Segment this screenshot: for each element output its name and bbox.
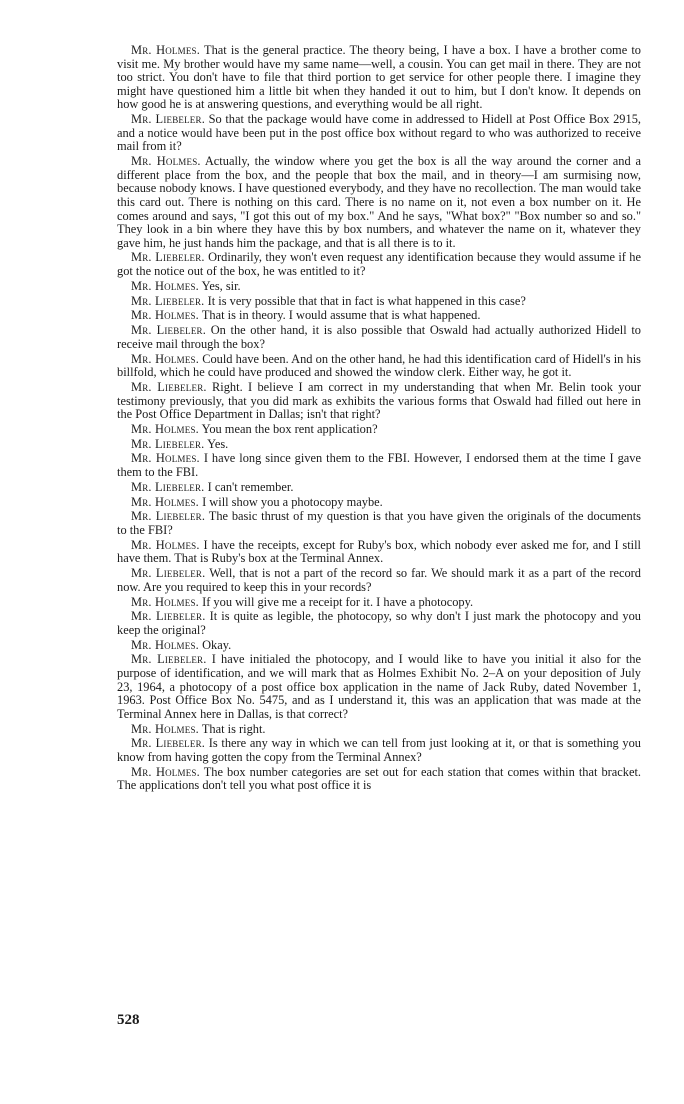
speech-text: I can't remember.: [207, 479, 294, 494]
testimony-paragraph: [117, 381, 641, 422]
speech-text: Actually, the window where you get the box is all the way around the corner and a different place from the box, and the people that box the mail, and in theory—I am surmising now, because nobody knows. I have questioned everybody, and they have no recollection. The man would take this card out. There is nothing on this card. There is no name on it, not even a box number on it. He comes around and says, "I got this out of my box." And he says, "What box?" "Box number so and so." They look in a bin where they have this by box numbers, and whatever the name on it, whatever they gave him, he just hands him the package, and that is all there is to it.: [117, 154, 641, 250]
speaker-name: Mr. Liebeler.: [131, 436, 205, 451]
testimony-paragraph: [117, 452, 641, 479]
speech-text: I have long since given them to the FBI. However, I endorsed them at the time I gave them to the FBI.: [117, 451, 641, 480]
testimony-paragraph: [117, 653, 641, 721]
speaker-name: Mr. Holmes.: [131, 351, 200, 366]
speaker-name: Mr. Holmes.: [131, 637, 199, 652]
testimony-paragraph: [117, 438, 641, 452]
speech-text: It is very possible that that in fact is what happened in this case?: [207, 293, 526, 308]
testimony-paragraph: [117, 280, 641, 294]
speaker-name: Mr. Liebeler.: [131, 509, 206, 524]
speaker-name: Mr. Liebeler.: [131, 609, 206, 624]
speech-text: That is right.: [201, 721, 266, 736]
speaker-name: Mr. Holmes.: [131, 421, 199, 436]
testimony-paragraph: [117, 737, 641, 764]
speech-text: It is quite as legible, the photocopy, so why don't I just mark the photocopy and you keep the original?: [117, 609, 641, 637]
speech-text: Okay.: [202, 637, 232, 652]
speech-text: I have initialed the photocopy, and I would like to have you initial it also for the purpose of identification, and we will mark that as Holmes Exhibit No. 2–A on your deposition of July 23, 1964, a photocopy of a post office box application in the name of Jack Ruby, dated November 1, 1963. Post Office Box No. 5475, and as I understand it, this was an application that was made at the Terminal Annex here in Dallas, is that correct?: [117, 652, 641, 721]
speaker-name: Mr. Liebeler.: [131, 112, 206, 127]
page-number: 528: [117, 1012, 140, 1028]
testimony-paragraph: [117, 723, 641, 737]
speaker-name: Mr. Liebeler.: [131, 323, 207, 338]
speech-text: I will show you a photocopy maybe.: [202, 494, 383, 509]
speech-text: Is there any way in which we can tell from just looking at it, or that is something you know from having gotten the copy from the Terminal Annex?: [117, 736, 641, 764]
testimony-paragraph: [117, 510, 641, 537]
speech-text: On the other hand, it is also possible that Oswald had actually authorized Hidell to receive mail through the box?: [117, 323, 641, 351]
testimony-paragraph: [117, 353, 641, 380]
testimony-paragraph: [117, 309, 641, 323]
speech-text: Could have been. And on the other hand, he had this identification card of Hidell's in his billfold, which he could have produced and showed the window clerk. Either way, he got it.: [117, 351, 641, 380]
testimony-paragraph: [117, 766, 641, 793]
testimony-paragraph: [117, 44, 641, 112]
testimony-transcript: [117, 44, 641, 794]
speaker-name: Mr. Liebeler.: [131, 736, 206, 751]
testimony-paragraph: [117, 610, 641, 637]
speaker-name: Mr. Liebeler.: [131, 379, 207, 394]
speech-text: I have the receipts, except for Ruby's box, which nobody ever asked me for, and I still have them. That is Ruby's box at the Terminal Annex.: [117, 537, 641, 566]
speech-text: The box number categories are set out for each station that comes within that bracket. The applications don't tell you what post office it is: [117, 764, 642, 793]
speech-text: Ordinarily, they won't even request any identification because they would assume if he got the notice out of the box, he was entitled to it?: [117, 250, 641, 279]
speaker-name: Mr. Holmes.: [131, 537, 200, 552]
testimony-paragraph: [117, 639, 641, 653]
speech-text: Well, that is not a part of the record so far. We should mark it as a part of the record now. Are you required to keep this in your records?: [117, 566, 641, 594]
speaker-name: Mr. Holmes.: [131, 764, 200, 779]
testimony-paragraph: [117, 423, 641, 437]
testimony-paragraph: [117, 113, 641, 154]
speech-text: Right. I believe I am correct in my understanding that when Mr. Belin took your testimony previously, that you did mark as exhibits the various forms that Oswald had filled out here in the Post Office Department in Dallas; isn't that right?: [117, 379, 641, 422]
speech-text: That is in theory. I would assume that is what happened.: [201, 308, 481, 323]
speech-text: Yes.: [207, 436, 229, 451]
speaker-name: Mr. Liebeler.: [131, 250, 205, 265]
speaker-name: Mr. Liebeler.: [131, 479, 205, 494]
speech-text: That is the general practice. The theory being, I have a box. I have a brother come to visit me. My brother would have my same name—well, a cousin. You can get mail in there. They are not too strict. You don't have to file that third portion to get service for other people there. I imagine they might have questioned him a little bit when they handed it out to him, but I don't know. It depends on how good he is at answering questions, and everything would be all right.: [117, 43, 642, 112]
testimony-paragraph: [117, 251, 641, 278]
speech-text: You mean the box rent application?: [201, 421, 378, 436]
testimony-paragraph: [117, 539, 641, 566]
testimony-paragraph: [117, 496, 641, 510]
speech-text: So that the package would have come in addressed to Hidell at Post Office Box 2915, and a notice would have been put in the post office box without regard to who was authorized to receive mail from it?: [117, 112, 641, 154]
speaker-name: Mr. Holmes.: [131, 594, 199, 609]
speech-text: If you will give me a receipt for it. I have a photocopy.: [202, 594, 474, 609]
speech-text: Yes, sir.: [201, 278, 241, 293]
speaker-name: Mr. Holmes.: [131, 278, 199, 293]
speaker-name: Mr. Liebeler.: [131, 566, 206, 581]
testimony-paragraph: [117, 155, 641, 250]
speaker-name: Mr. Liebeler.: [131, 652, 207, 667]
speaker-name: Mr. Holmes.: [131, 494, 199, 509]
speech-text: The basic thrust of my question is that you have given the originals of the documents to the FBI?: [117, 509, 641, 537]
speaker-name: Mr. Holmes.: [131, 451, 200, 466]
testimony-paragraph: [117, 324, 641, 351]
speaker-name: Mr. Holmes.: [131, 43, 201, 57]
testimony-paragraph: [117, 567, 641, 594]
testimony-paragraph: [117, 481, 641, 495]
speaker-name: Mr. Holmes.: [131, 308, 199, 323]
speaker-name: Mr. Liebeler.: [131, 293, 205, 308]
speaker-name: Mr. Holmes.: [131, 721, 199, 736]
testimony-paragraph: [117, 596, 641, 610]
testimony-paragraph: [117, 295, 641, 309]
speaker-name: Mr. Holmes.: [131, 154, 201, 169]
